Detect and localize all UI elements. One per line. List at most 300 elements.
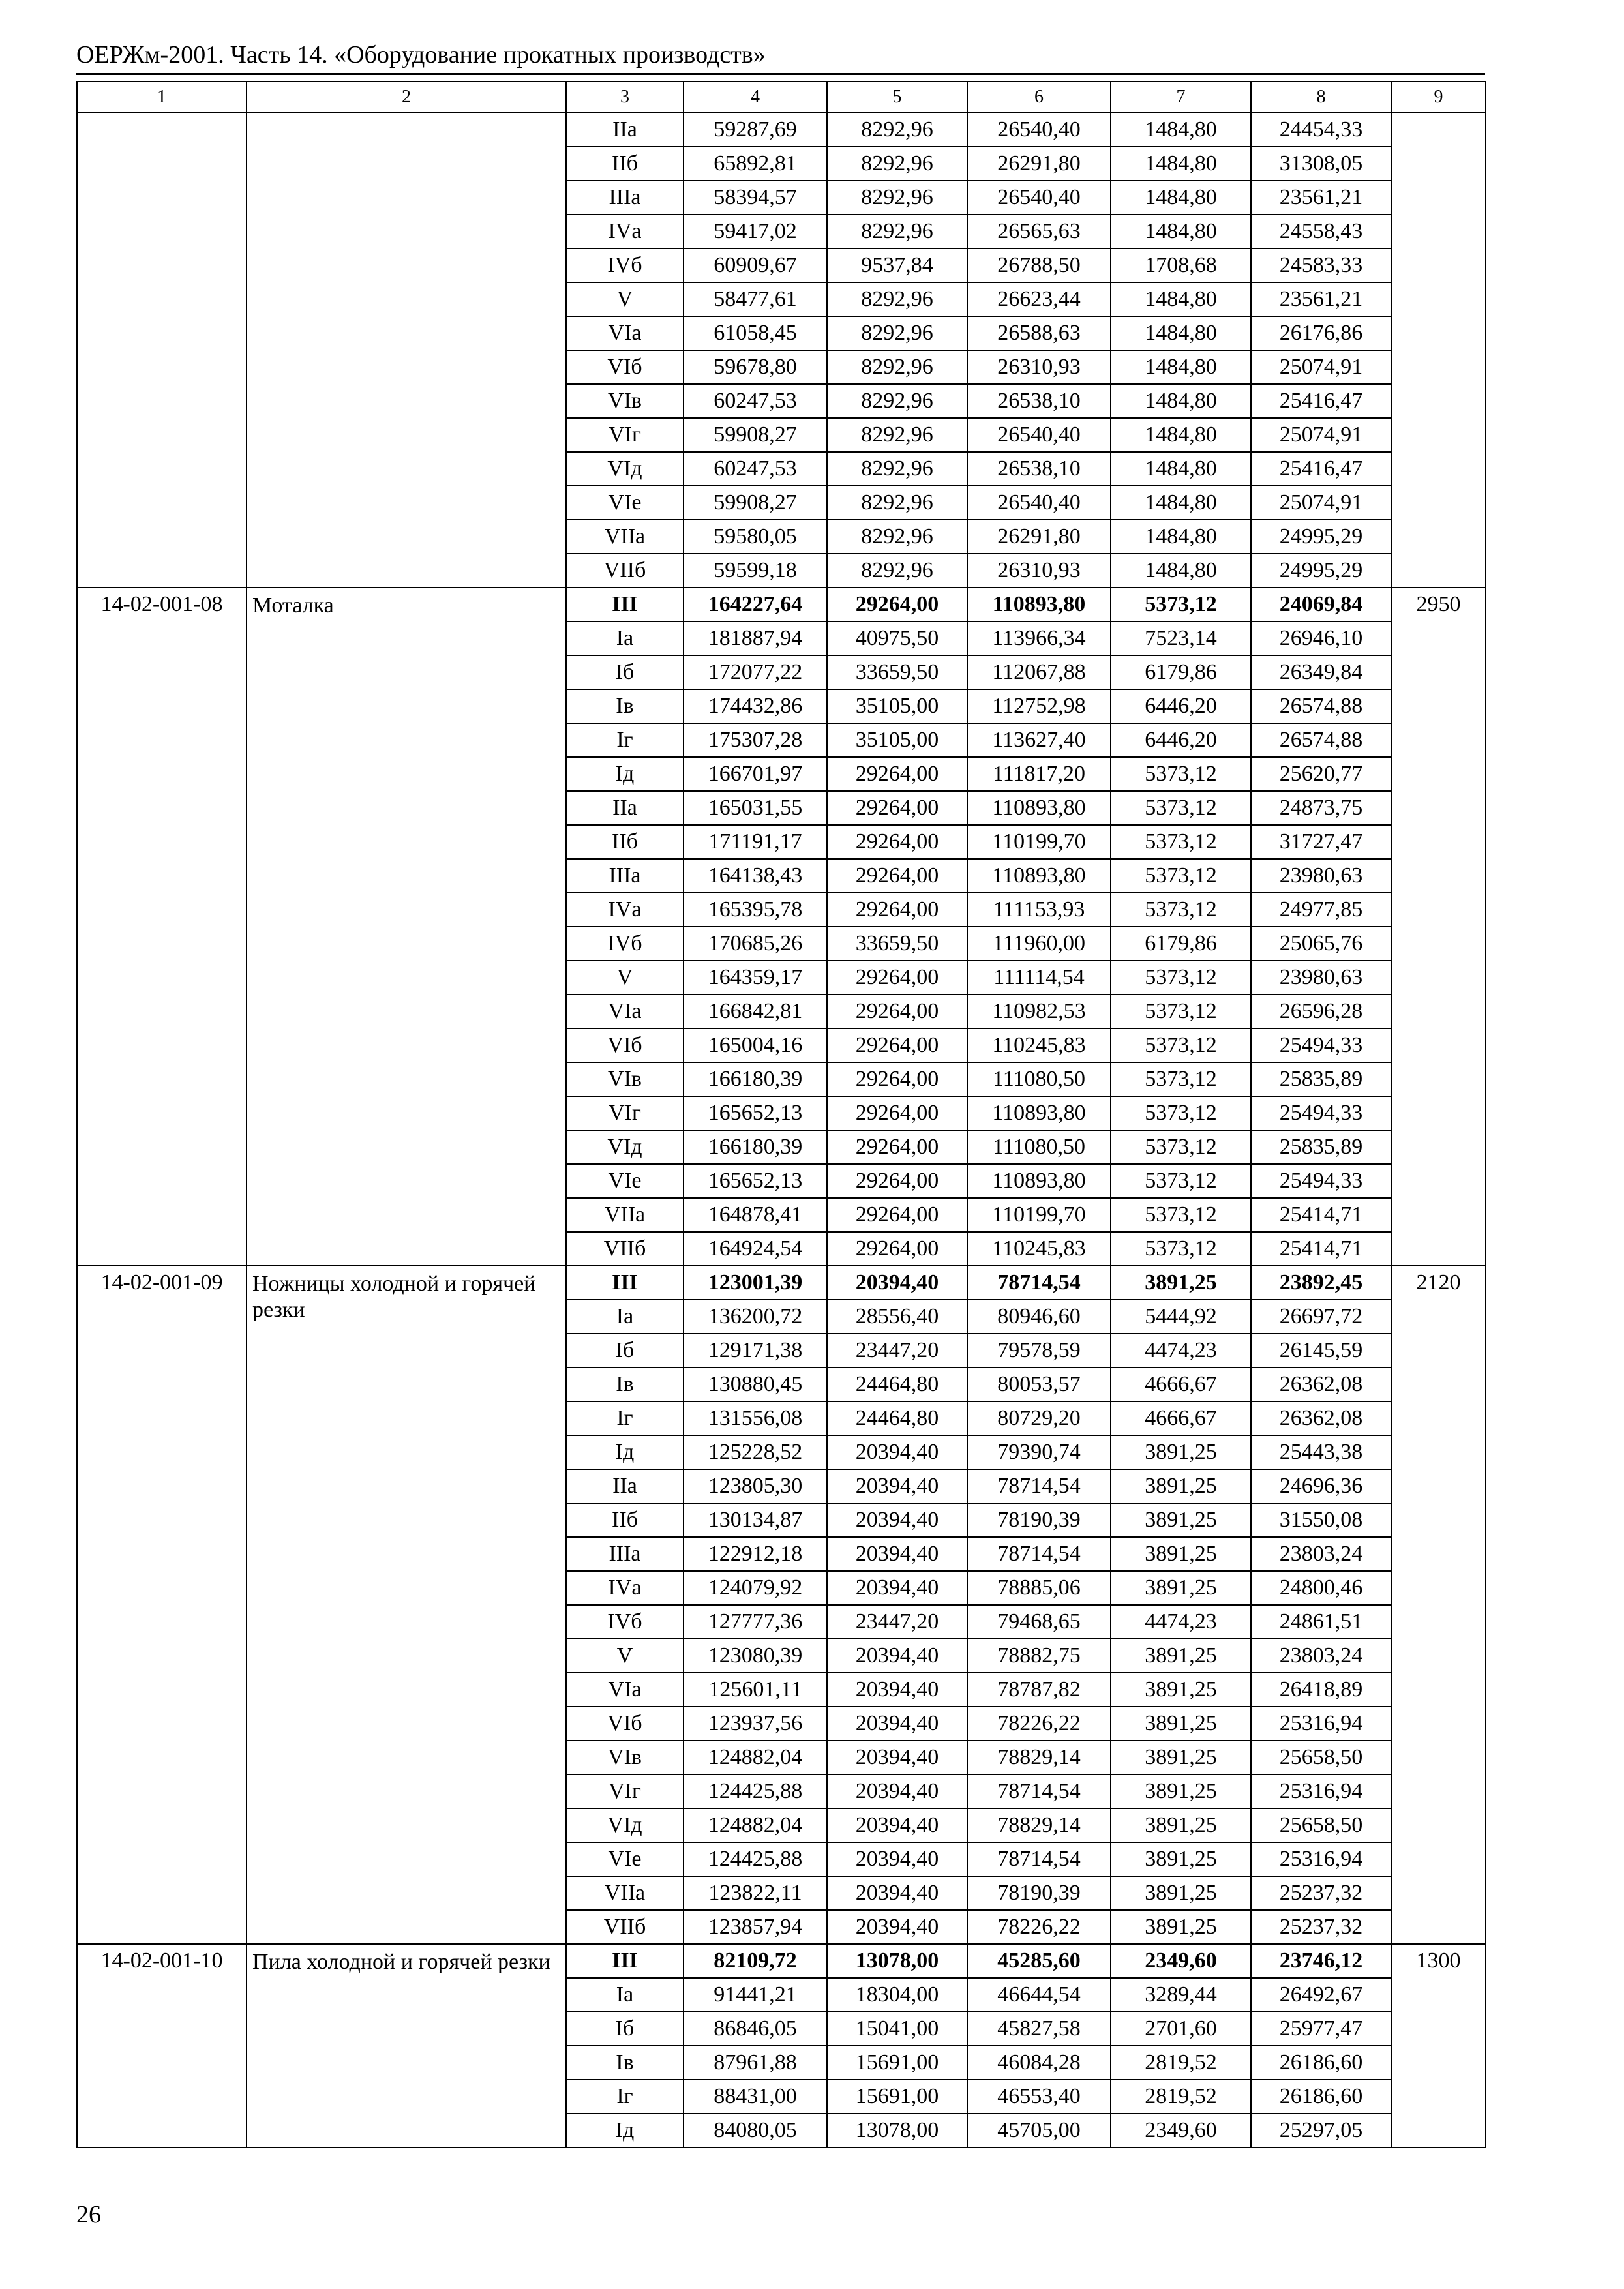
value-cell: 25494,33 <box>1251 1028 1391 1062</box>
value-cell: 5373,12 <box>1111 1096 1251 1130</box>
zone-cell: Iг <box>566 1401 684 1435</box>
value-cell: 78226,22 <box>967 1910 1111 1944</box>
value-cell: 1484,80 <box>1111 215 1251 248</box>
value-cell: 130134,87 <box>684 1503 827 1537</box>
zone-cell: VIв <box>566 384 684 418</box>
resource-name: Пила холодной и горячей резки <box>247 1944 566 2147</box>
zone-cell: IIа <box>566 1469 684 1503</box>
value-cell: 20394,40 <box>827 1774 967 1808</box>
value-cell: 33659,50 <box>827 655 967 689</box>
value-cell: 8292,96 <box>827 520 967 554</box>
value-cell: 181887,94 <box>684 621 827 655</box>
zone-cell: VIг <box>566 1096 684 1130</box>
zone-cell: VIб <box>566 350 684 384</box>
value-cell: 29264,00 <box>827 825 967 859</box>
value-cell: 78190,39 <box>967 1876 1111 1910</box>
value-cell: 26362,08 <box>1251 1368 1391 1401</box>
value-cell: 8292,96 <box>827 113 967 147</box>
value-cell: 5373,12 <box>1111 1062 1251 1096</box>
value-cell: 29264,00 <box>827 1028 967 1062</box>
value-cell: 26492,67 <box>1251 1978 1391 2012</box>
value-cell: 80053,57 <box>967 1368 1111 1401</box>
value-cell: 58477,61 <box>684 282 827 316</box>
value-cell: 78714,54 <box>967 1266 1111 1300</box>
value-cell: 29264,00 <box>827 588 967 621</box>
zone-cell: VIб <box>566 1707 684 1741</box>
value-cell: 26946,10 <box>1251 621 1391 655</box>
value-cell: 3891,25 <box>1111 1808 1251 1842</box>
column-number: 7 <box>1111 82 1251 113</box>
resource-name: Моталка <box>247 588 566 1266</box>
value-cell: 8292,96 <box>827 418 967 452</box>
value-cell: 24464,80 <box>827 1401 967 1435</box>
value-cell: 29264,00 <box>827 757 967 791</box>
value-cell: 78885,06 <box>967 1571 1111 1605</box>
value-cell: 4666,67 <box>1111 1401 1251 1435</box>
zone-cell: IVб <box>566 248 684 282</box>
zone-cell: V <box>566 282 684 316</box>
value-cell: 3891,25 <box>1111 1673 1251 1707</box>
value-cell: 79468,65 <box>967 1605 1111 1639</box>
value-cell: 24454,33 <box>1251 113 1391 147</box>
value-cell: 2701,60 <box>1111 2012 1251 2046</box>
value-cell: 1484,80 <box>1111 316 1251 350</box>
value-cell: 26145,59 <box>1251 1334 1391 1368</box>
value-cell: 40975,50 <box>827 621 967 655</box>
zone-cell: IVа <box>566 893 684 927</box>
value-cell: 25658,50 <box>1251 1741 1391 1774</box>
zone-cell: Iд <box>566 2114 684 2147</box>
value-cell: 78226,22 <box>967 1707 1111 1741</box>
value-cell: 26176,86 <box>1251 316 1391 350</box>
value-cell: 46644,54 <box>967 1978 1111 2012</box>
value-cell: 2819,52 <box>1111 2046 1251 2080</box>
value-cell: 26540,40 <box>967 486 1111 520</box>
value-cell: 1484,80 <box>1111 452 1251 486</box>
value-cell: 129171,38 <box>684 1334 827 1368</box>
value-cell: 26788,50 <box>967 248 1111 282</box>
zone-cell: IIа <box>566 791 684 825</box>
value-cell: 87961,88 <box>684 2046 827 2080</box>
zone-cell: Iа <box>566 1978 684 2012</box>
value-cell: 124882,04 <box>684 1741 827 1774</box>
value-cell: 3891,25 <box>1111 1537 1251 1571</box>
value-cell: 6179,86 <box>1111 655 1251 689</box>
value-cell: 5373,12 <box>1111 757 1251 791</box>
value-cell: 59908,27 <box>684 418 827 452</box>
value-cell: 20394,40 <box>827 1571 967 1605</box>
zone-cell: IVа <box>566 1571 684 1605</box>
value-cell: 5373,12 <box>1111 1198 1251 1232</box>
value-cell: 131556,08 <box>684 1401 827 1435</box>
zone-cell: VIа <box>566 1673 684 1707</box>
zone-cell: III <box>566 1266 684 1300</box>
value-cell: 45285,60 <box>967 1944 1111 1978</box>
zone-cell: VIа <box>566 995 684 1028</box>
value-cell: 3891,25 <box>1111 1910 1251 1944</box>
value-cell: 24995,29 <box>1251 520 1391 554</box>
value-cell: 3891,25 <box>1111 1469 1251 1503</box>
value-cell: 26574,88 <box>1251 689 1391 723</box>
value-cell: 84080,05 <box>684 2114 827 2147</box>
value-cell: 8292,96 <box>827 282 967 316</box>
zone-cell: VIе <box>566 1842 684 1876</box>
zone-cell: Iд <box>566 1435 684 1469</box>
value-cell: 8292,96 <box>827 215 967 248</box>
value-cell: 26186,60 <box>1251 2080 1391 2114</box>
value-cell: 164359,17 <box>684 961 827 995</box>
value-cell: 1484,80 <box>1111 486 1251 520</box>
zone-cell: VIIб <box>566 554 684 588</box>
value-cell: 136200,72 <box>684 1300 827 1334</box>
zone-cell: VIг <box>566 418 684 452</box>
value-cell: 165031,55 <box>684 791 827 825</box>
value-cell: 31727,47 <box>1251 825 1391 859</box>
value-cell: 45827,58 <box>967 2012 1111 2046</box>
value-cell: 25494,33 <box>1251 1164 1391 1198</box>
value-cell: 5373,12 <box>1111 588 1251 621</box>
value-cell: 164138,43 <box>684 859 827 893</box>
value-cell: 23447,20 <box>827 1605 967 1639</box>
zone-cell: VIд <box>566 452 684 486</box>
value-cell: 130880,45 <box>684 1368 827 1401</box>
value-cell: 20394,40 <box>827 1503 967 1537</box>
value-cell: 35105,00 <box>827 723 967 757</box>
value-cell: 1484,80 <box>1111 181 1251 215</box>
value-cell: 26538,10 <box>967 452 1111 486</box>
column-number: 2 <box>247 82 566 113</box>
value-cell: 23980,63 <box>1251 961 1391 995</box>
value-cell: 5444,92 <box>1111 1300 1251 1334</box>
value-cell: 80946,60 <box>967 1300 1111 1334</box>
value-cell: 124425,88 <box>684 1774 827 1808</box>
value-cell: 110199,70 <box>967 825 1111 859</box>
value-cell: 26310,93 <box>967 554 1111 588</box>
value-cell: 20394,40 <box>827 1808 967 1842</box>
value-cell: 25658,50 <box>1251 1808 1391 1842</box>
value-cell: 26574,88 <box>1251 723 1391 757</box>
value-cell: 110893,80 <box>967 1164 1111 1198</box>
value-cell: 61058,45 <box>684 316 827 350</box>
zone-cell: IIIа <box>566 859 684 893</box>
value-cell: 1484,80 <box>1111 282 1251 316</box>
value-cell: 175307,28 <box>684 723 827 757</box>
value-cell: 124425,88 <box>684 1842 827 1876</box>
value-cell: 78787,82 <box>967 1673 1111 1707</box>
value-cell: 113627,40 <box>967 723 1111 757</box>
value-cell: 8292,96 <box>827 554 967 588</box>
value-cell: 25414,71 <box>1251 1198 1391 1232</box>
zone-cell: IIб <box>566 147 684 181</box>
table-row <box>77 1944 1486 1978</box>
value-cell: 59417,02 <box>684 215 827 248</box>
value-cell: 78882,75 <box>967 1639 1111 1673</box>
value-cell: 1708,68 <box>1111 248 1251 282</box>
value-cell: 29264,00 <box>827 1198 967 1232</box>
value-cell: 123080,39 <box>684 1639 827 1673</box>
column-number: 6 <box>967 82 1111 113</box>
value-cell: 24558,43 <box>1251 215 1391 248</box>
value-cell: 165004,16 <box>684 1028 827 1062</box>
value-cell: 20394,40 <box>827 1842 967 1876</box>
value-cell: 8292,96 <box>827 147 967 181</box>
value-cell: 20394,40 <box>827 1435 967 1469</box>
value-cell: 124882,04 <box>684 1808 827 1842</box>
zone-cell: VIд <box>566 1130 684 1164</box>
column-number: 1 <box>77 82 247 113</box>
value-cell: 31308,05 <box>1251 147 1391 181</box>
zone-cell: IIб <box>566 825 684 859</box>
value-cell: 5373,12 <box>1111 791 1251 825</box>
value-cell: 23980,63 <box>1251 859 1391 893</box>
value-cell: 111153,93 <box>967 893 1111 927</box>
zone-cell: VIв <box>566 1062 684 1096</box>
value-cell: 125601,11 <box>684 1673 827 1707</box>
value-cell: 29264,00 <box>827 1164 967 1198</box>
value-cell: 60247,53 <box>684 452 827 486</box>
zone-cell: IIа <box>566 113 684 147</box>
zone-cell: Iг <box>566 723 684 757</box>
value-cell: 24873,75 <box>1251 791 1391 825</box>
value-cell: 29264,00 <box>827 995 967 1028</box>
value-cell: 2819,52 <box>1111 2080 1251 2114</box>
value-cell: 26596,28 <box>1251 995 1391 1028</box>
value-cell: 112752,98 <box>967 689 1111 723</box>
value-cell: 26540,40 <box>967 418 1111 452</box>
value-cell: 6179,86 <box>1111 927 1251 961</box>
value-cell: 28556,40 <box>827 1300 967 1334</box>
value-cell: 166842,81 <box>684 995 827 1028</box>
value-cell: 26565,63 <box>967 215 1111 248</box>
value-cell: 78714,54 <box>967 1537 1111 1571</box>
value-cell: 166180,39 <box>684 1130 827 1164</box>
value-cell: 59580,05 <box>684 520 827 554</box>
value-cell: 5373,12 <box>1111 995 1251 1028</box>
value-cell: 29264,00 <box>827 961 967 995</box>
value-cell: 110245,83 <box>967 1028 1111 1062</box>
value-cell: 24995,29 <box>1251 554 1391 588</box>
value-cell: 24977,85 <box>1251 893 1391 927</box>
value-cell: 26588,63 <box>967 316 1111 350</box>
table-row <box>77 1266 1486 1300</box>
value-cell: 25316,94 <box>1251 1707 1391 1741</box>
value-cell: 8292,96 <box>827 316 967 350</box>
value-cell: 25316,94 <box>1251 1842 1391 1876</box>
value-cell: 26538,10 <box>967 384 1111 418</box>
price-table <box>76 81 1486 2148</box>
value-cell: 110893,80 <box>967 859 1111 893</box>
zone-cell: Iд <box>566 757 684 791</box>
zone-cell: IVа <box>566 215 684 248</box>
value-cell: 24696,36 <box>1251 1469 1391 1503</box>
value-cell: 3891,25 <box>1111 1741 1251 1774</box>
value-cell: 86846,05 <box>684 2012 827 2046</box>
zone-cell: Iб <box>566 655 684 689</box>
value-cell: 8292,96 <box>827 486 967 520</box>
value-cell: 29264,00 <box>827 1232 967 1266</box>
value-cell: 26697,72 <box>1251 1300 1391 1334</box>
value-cell: 26291,80 <box>967 147 1111 181</box>
value-cell: 20394,40 <box>827 1707 967 1741</box>
value-cell: 25620,77 <box>1251 757 1391 791</box>
value-cell: 13078,00 <box>827 1944 967 1978</box>
zone-cell: VIIа <box>566 520 684 554</box>
value-cell: 15041,00 <box>827 2012 967 2046</box>
value-cell: 3891,25 <box>1111 1707 1251 1741</box>
value-cell: 23561,21 <box>1251 282 1391 316</box>
zone-cell: VIе <box>566 486 684 520</box>
value-cell: 33659,50 <box>827 927 967 961</box>
value-cell: 113966,34 <box>967 621 1111 655</box>
value-cell: 174432,86 <box>684 689 827 723</box>
value-cell: 3891,25 <box>1111 1842 1251 1876</box>
value-cell: 172077,22 <box>684 655 827 689</box>
value-cell: 111960,00 <box>967 927 1111 961</box>
value-cell: 88431,00 <box>684 2080 827 2114</box>
zone-cell: VIг <box>566 1774 684 1808</box>
value-cell: 5373,12 <box>1111 1232 1251 1266</box>
value-cell: 23803,24 <box>1251 1639 1391 1673</box>
zone-cell: Iб <box>566 1334 684 1368</box>
zone-cell: VIIа <box>566 1876 684 1910</box>
zone-cell: Iв <box>566 1368 684 1401</box>
value-cell: 79390,74 <box>967 1435 1111 1469</box>
column-number: 5 <box>827 82 967 113</box>
zone-cell: VIIб <box>566 1232 684 1266</box>
value-cell: 25416,47 <box>1251 384 1391 418</box>
value-cell: 29264,00 <box>827 1130 967 1164</box>
value-cell: 26418,89 <box>1251 1673 1391 1707</box>
value-cell: 60247,53 <box>684 384 827 418</box>
value-cell: 20394,40 <box>827 1469 967 1503</box>
weight-cell: 2950 <box>1391 588 1486 1266</box>
value-cell: 29264,00 <box>827 893 967 927</box>
value-cell: 18304,00 <box>827 1978 967 2012</box>
value-cell: 20394,40 <box>827 1876 967 1910</box>
value-cell: 5373,12 <box>1111 825 1251 859</box>
zone-cell: V <box>566 1639 684 1673</box>
value-cell: 164924,54 <box>684 1232 827 1266</box>
value-cell: 20394,40 <box>827 1673 967 1707</box>
zone-cell: IVб <box>566 927 684 961</box>
value-cell: 123857,94 <box>684 1910 827 1944</box>
value-cell: 3891,25 <box>1111 1571 1251 1605</box>
value-cell: 5373,12 <box>1111 1164 1251 1198</box>
value-cell: 110982,53 <box>967 995 1111 1028</box>
zone-cell: VIб <box>566 1028 684 1062</box>
column-number: 8 <box>1251 82 1391 113</box>
value-cell: 171191,17 <box>684 825 827 859</box>
zone-cell: VIа <box>566 316 684 350</box>
value-cell: 3891,25 <box>1111 1774 1251 1808</box>
column-number: 9 <box>1391 82 1486 113</box>
value-cell: 122912,18 <box>684 1537 827 1571</box>
resource-code: 14-02-001-09 <box>77 1266 247 1944</box>
value-cell: 1484,80 <box>1111 520 1251 554</box>
value-cell: 59287,69 <box>684 113 827 147</box>
value-cell: 123937,56 <box>684 1707 827 1741</box>
value-cell: 110893,80 <box>967 791 1111 825</box>
value-cell: 78714,54 <box>967 1469 1111 1503</box>
zone-cell: IIб <box>566 1503 684 1537</box>
value-cell: 58394,57 <box>684 181 827 215</box>
value-cell: 165652,13 <box>684 1096 827 1130</box>
value-cell: 4474,23 <box>1111 1334 1251 1368</box>
resource-name <box>247 113 566 588</box>
value-cell: 20394,40 <box>827 1266 967 1300</box>
value-cell: 123822,11 <box>684 1876 827 1910</box>
value-cell: 78190,39 <box>967 1503 1111 1537</box>
value-cell: 25494,33 <box>1251 1096 1391 1130</box>
value-cell: 23746,12 <box>1251 1944 1391 1978</box>
value-cell: 5373,12 <box>1111 893 1251 927</box>
zone-cell: VIIа <box>566 1198 684 1232</box>
value-cell: 80729,20 <box>967 1401 1111 1435</box>
value-cell: 166180,39 <box>684 1062 827 1096</box>
value-cell: 20394,40 <box>827 1741 967 1774</box>
value-cell: 46084,28 <box>967 2046 1111 2080</box>
weight-cell: 1300 <box>1391 1944 1486 2147</box>
value-cell: 110245,83 <box>967 1232 1111 1266</box>
value-cell: 3891,25 <box>1111 1639 1251 1673</box>
zone-cell: Iа <box>566 1300 684 1334</box>
value-cell: 26310,93 <box>967 350 1111 384</box>
value-cell: 111817,20 <box>967 757 1111 791</box>
value-cell: 170685,26 <box>684 927 827 961</box>
value-cell: 5373,12 <box>1111 1028 1251 1062</box>
value-cell: 1484,80 <box>1111 147 1251 181</box>
value-cell: 7523,14 <box>1111 621 1251 655</box>
zone-cell: Iв <box>566 2046 684 2080</box>
zone-cell: IIIа <box>566 1537 684 1571</box>
value-cell: 82109,72 <box>684 1944 827 1978</box>
value-cell: 59678,80 <box>684 350 827 384</box>
value-cell: 1484,80 <box>1111 350 1251 384</box>
value-cell: 4474,23 <box>1111 1605 1251 1639</box>
value-cell: 25835,89 <box>1251 1130 1391 1164</box>
zone-cell: VIIб <box>566 1910 684 1944</box>
value-cell: 1484,80 <box>1111 384 1251 418</box>
zone-cell: Iв <box>566 689 684 723</box>
zone-cell: Iб <box>566 2012 684 2046</box>
value-cell: 35105,00 <box>827 689 967 723</box>
value-cell: 79578,59 <box>967 1334 1111 1368</box>
resource-code: 14-02-001-08 <box>77 588 247 1266</box>
value-cell: 78714,54 <box>967 1774 1111 1808</box>
value-cell: 29264,00 <box>827 791 967 825</box>
value-cell: 112067,88 <box>967 655 1111 689</box>
value-cell: 45705,00 <box>967 2114 1111 2147</box>
value-cell: 166701,97 <box>684 757 827 791</box>
value-cell: 6446,20 <box>1111 689 1251 723</box>
value-cell: 9537,84 <box>827 248 967 282</box>
value-cell: 111080,50 <box>967 1130 1111 1164</box>
value-cell: 165652,13 <box>684 1164 827 1198</box>
value-cell: 23561,21 <box>1251 181 1391 215</box>
value-cell: 25443,38 <box>1251 1435 1391 1469</box>
value-cell: 26349,84 <box>1251 655 1391 689</box>
zone-cell: III <box>566 1944 684 1978</box>
value-cell: 25237,32 <box>1251 1910 1391 1944</box>
value-cell: 20394,40 <box>827 1537 967 1571</box>
value-cell: 25416,47 <box>1251 452 1391 486</box>
value-cell: 46553,40 <box>967 2080 1111 2114</box>
value-cell: 124079,92 <box>684 1571 827 1605</box>
value-cell: 111114,54 <box>967 961 1111 995</box>
value-cell: 25297,05 <box>1251 2114 1391 2147</box>
value-cell: 110893,80 <box>967 1096 1111 1130</box>
zone-cell: V <box>566 961 684 995</box>
